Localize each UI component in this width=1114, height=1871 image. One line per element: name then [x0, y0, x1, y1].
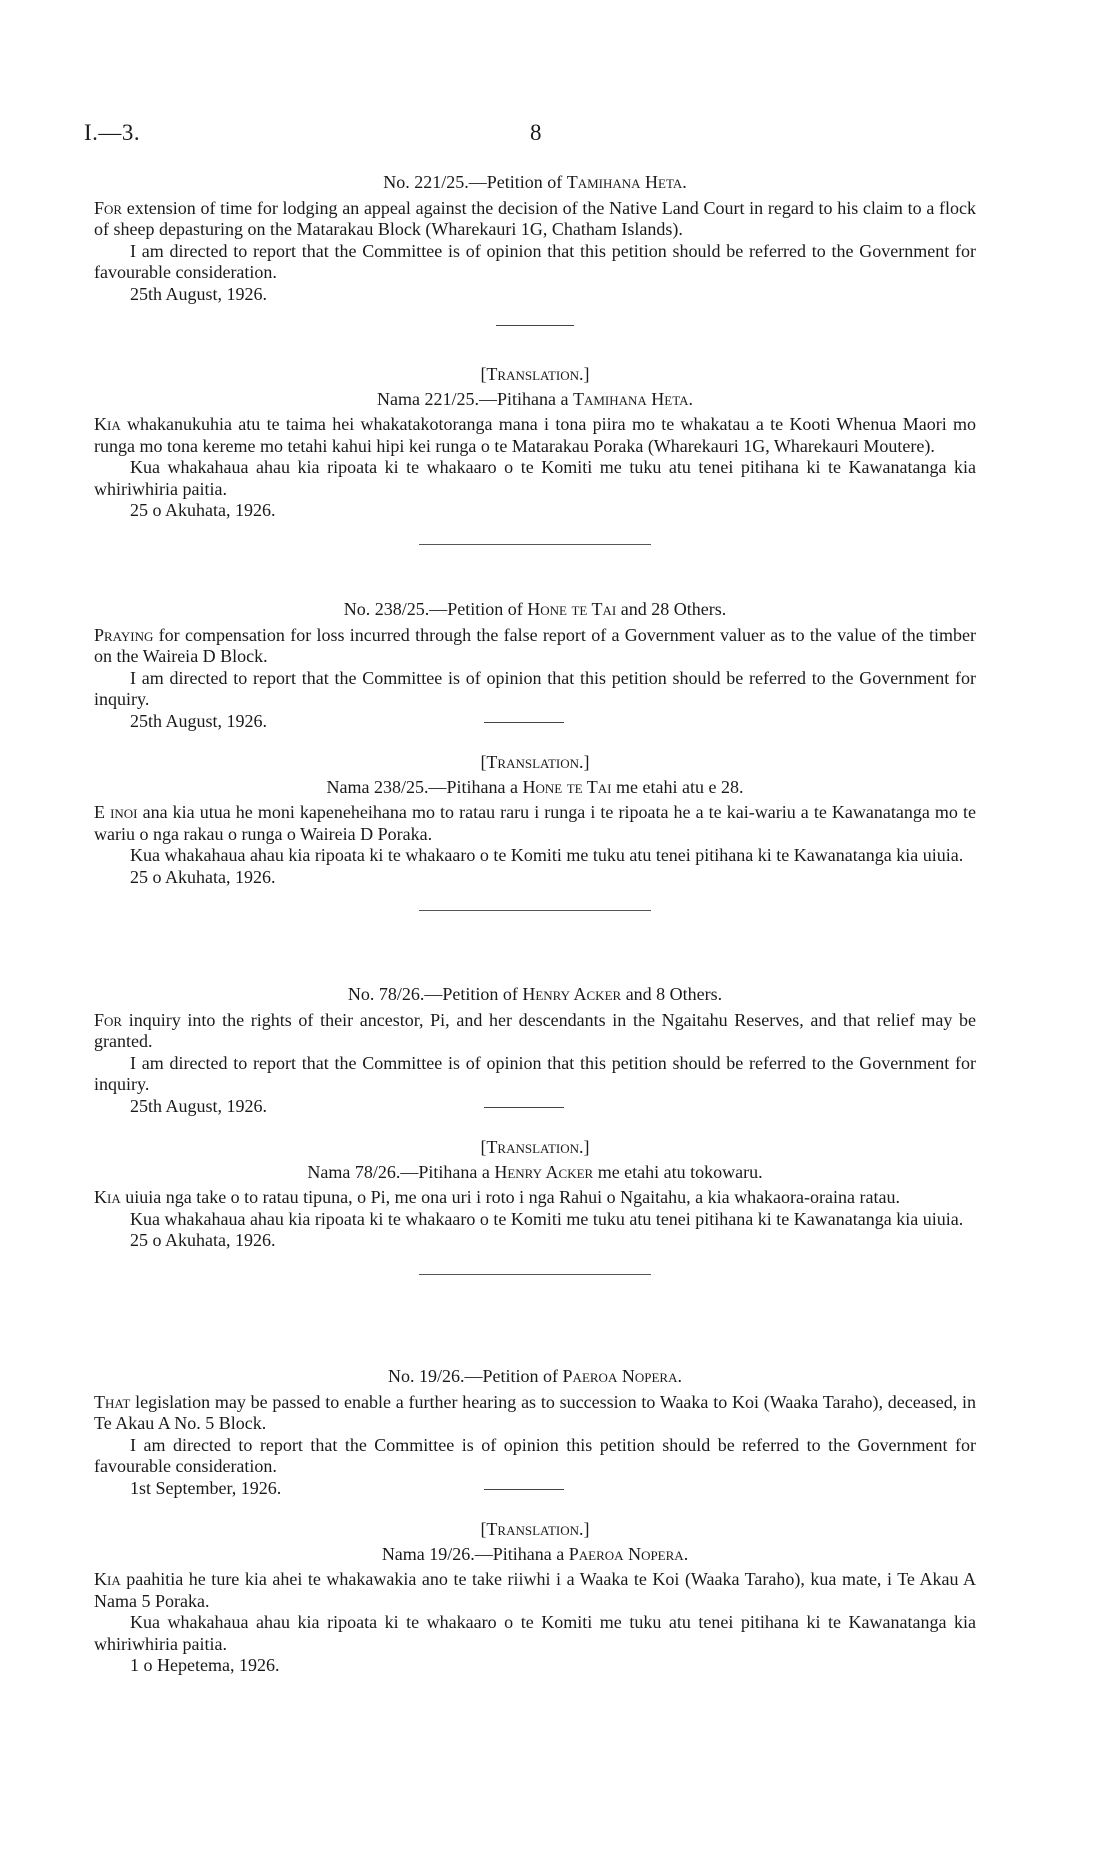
- petition-title: No. 238/25.—Petition of Hone te Tai and 28 Others.: [343, 599, 727, 619]
- page-header: [84, 122, 1030, 152]
- petition-title: No. 221/25.—Petition of Tamihana Heta.: [383, 172, 687, 192]
- committee-report: I am directed to report that the Committee is of opinion this petition should be referred to the Government for favourable consideration.: [94, 1434, 976, 1476]
- translation-body: Kia paahitia he ture kia ahei te whakawakia ano te take riiwhi i a Waaka te Koi (Waaka Taraho), kua mate, i Te Akau A Nama 5 Poraka.: [94, 1569, 977, 1611]
- petition-body: For extension of time for lodging an appeal against the decision of the Native Land Court in regard to his claim to a flock of sheep depasturing on the Matarakau Block (Wharekauri 1G, Chatham Islands).: [94, 197, 976, 239]
- petition-title: No. 78/26.—Petition of Henry Acker and 8 Others.: [347, 984, 723, 1004]
- document-reference: I.—3.: [84, 120, 141, 145]
- divider: [484, 1489, 564, 1490]
- lead-word: For: [94, 197, 123, 218]
- divider: [484, 1107, 564, 1108]
- translation-date: 25 o Akuhata, 1926.: [130, 500, 276, 520]
- translation-title: Nama 78/26.—Pitihana a Henry Acker me etahi atu tokowaru.: [307, 1161, 763, 1182]
- petition-body: For inquiry into the rights of their ancestor, Pi, and her descendants in the Ngaitahu Reserves, and that relief may be granted.: [94, 1009, 977, 1051]
- petitioner-name: Paeroa Nopera: [562, 1366, 678, 1386]
- petition-section: [94, 984, 976, 1275]
- lead-word: Praying: [94, 624, 154, 645]
- translation-body: E inoi ana kia utua he moni kapeneheihana mo to ratau raru i runga i te ripoata he a te kai-wariu a te Kawanatanga mo te wariu o nga rakau o runga o Waireia D Poraka.: [94, 802, 976, 844]
- translation-title: Nama 221/25.—Pitihana a Tamihana Heta.: [376, 388, 694, 409]
- translation-title: Nama 238/25.—Pitihana a Hone te Tai me etahi atu e 28.: [326, 776, 744, 797]
- report-date: 25th August, 1926.: [130, 710, 268, 731]
- petitioner-name: Paeroa Nopera: [568, 1543, 684, 1564]
- lead-word: Kia: [94, 1569, 121, 1589]
- translation-date: 1 o Hepetema, 1926.: [130, 1655, 280, 1675]
- translation-date: 25 o Akuhata, 1926.: [130, 1230, 276, 1250]
- petitioner-name: Hone te Tai: [522, 776, 612, 797]
- translation-date: 25 o Akuhata, 1926.: [130, 866, 276, 887]
- translation-body: Kia whakanukuhia atu te taima hei whakatakotoranga mana i tona piira mo te whakatau a te Kooti Whenua Maori mo runga mo tona kereme mo tetahi kahui hipi kei runga o te Matarakau Poraka (Wharekauri 1G, Wharekauri Moutere).: [94, 414, 977, 456]
- lead-word: E inoi: [94, 802, 138, 822]
- translation-report: Kua whakahaua ahau kia ripoata ki te whakaaro o te Komiti me tuku atu tenei pitihana ki te Kawanatanga kia uiuia.: [130, 845, 964, 865]
- committee-report: I am directed to report that the Committee is of opinion that this petition should be referred to the Government for inquiry.: [94, 667, 976, 709]
- translation-label: [Translation.]: [480, 364, 590, 384]
- petition-body: Praying for compensation for loss incurred through the false report of a Government valuer as to the value of the timber on the Waireia D Block.: [94, 624, 976, 666]
- report-date: 25th August, 1926.: [130, 283, 268, 304]
- petitioner-name: Tamihana Heta: [566, 172, 683, 192]
- lead-word: For: [94, 1009, 123, 1030]
- translation-report: Kua whakahaua ahau kia ripoata ki te whakaaro o te Komiti me tuku atu tenei pitihana ki te Kawanatanga kia whiriwhiria paitia.: [94, 457, 976, 499]
- petitioner-name: Tamihana Heta: [572, 388, 689, 409]
- report-date: 1st September, 1926.: [130, 1477, 282, 1498]
- petition-body: That legislation may be passed to enable a further hearing as to succession to Waaka to Koi (Waaka Taraho), deceased, in Te Akau A No. 5 Block.: [94, 1391, 977, 1433]
- report-date: 25th August, 1926.: [130, 1095, 268, 1116]
- petitioner-name: Hone te Tai: [527, 599, 617, 619]
- petition-section: [94, 1366, 976, 1677]
- translation-body: Kia uiuia nga take o to ratau tipuna, o Pi, me ona uri i roto i nga Rahui o Ngaitahu, a kia whakaora-oraina ratau.: [94, 1187, 900, 1207]
- petition-section: [94, 172, 976, 545]
- divider: [484, 722, 564, 723]
- section-divider: [419, 910, 651, 911]
- committee-report: I am directed to report that the Committee is of opinion that this petition should be referred to the Government for favourable consideration.: [94, 240, 976, 282]
- petitioner-name: Henry Acker: [522, 984, 622, 1004]
- lead-word: That: [94, 1391, 131, 1412]
- translation-label: [Translation.]: [480, 752, 590, 772]
- lead-word: Kia: [94, 1187, 121, 1207]
- translation-report: Kua whakahaua ahau kia ripoata ki te whakaaro o te Komiti me tuku atu tenei pitihana ki te Kawanatanga kia uiuia.: [130, 1208, 964, 1229]
- translation-label: [Translation.]: [480, 1137, 590, 1157]
- lead-word: Kia: [94, 414, 121, 434]
- translation-title: Nama 19/26.—Pitihana a Paeroa Nopera.: [381, 1543, 689, 1564]
- petition-title: No. 19/26.—Petition of Paeroa Nopera.: [388, 1366, 682, 1386]
- petition-section: [94, 599, 976, 911]
- translation-label: [Translation.]: [480, 1519, 590, 1539]
- petitioner-name: Henry Acker: [494, 1161, 594, 1182]
- committee-report: I am directed to report that the Committee is of opinion that this petition should be referred to the Government for inquiry.: [94, 1052, 976, 1094]
- section-divider: [419, 544, 651, 545]
- translation-report: Kua whakahaua ahau kia ripoata ki te whakaaro o te Komiti me tuku atu tenei pitihana ki te Kawanatanga kia whiriwhiria paitia.: [94, 1612, 976, 1654]
- page-number: 8: [530, 120, 542, 145]
- section-divider: [419, 1274, 651, 1275]
